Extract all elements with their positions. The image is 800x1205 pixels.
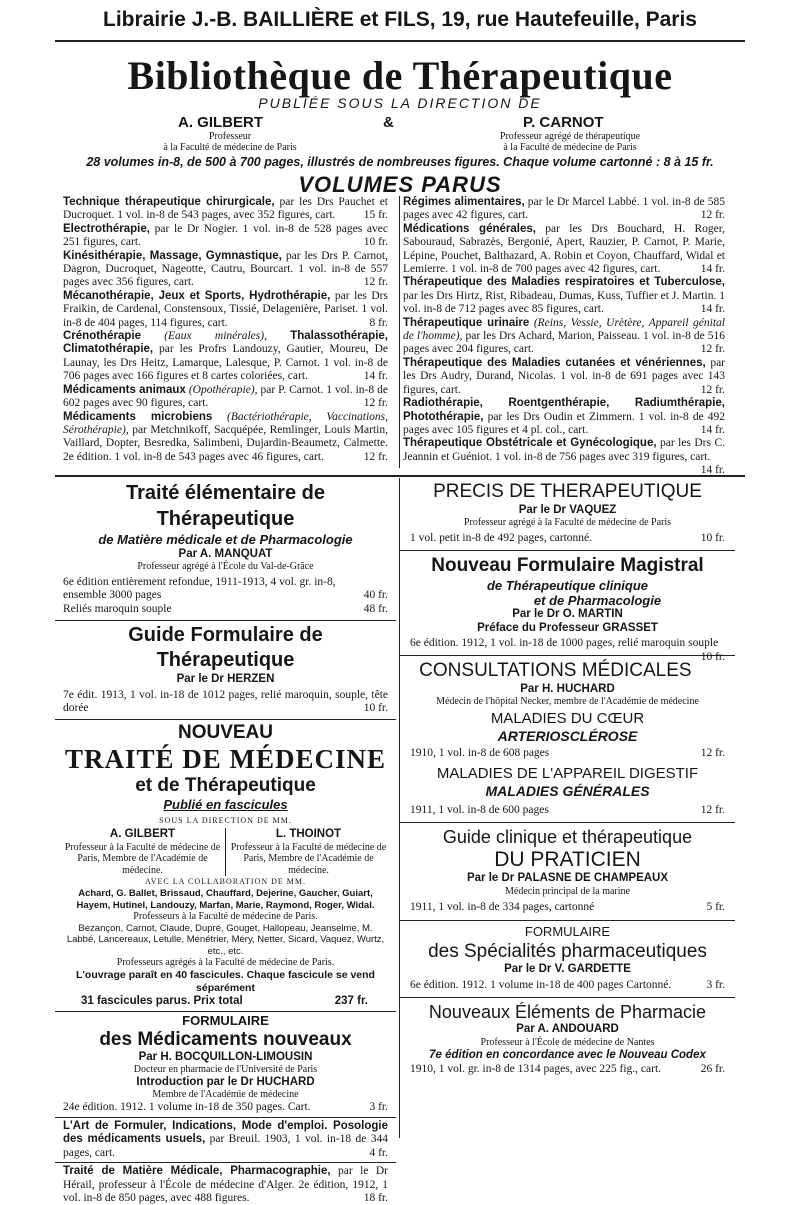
maladies-coeur: MALADIES DU CŒUR [490,710,645,728]
series-notice: 28 volumes in-8, de 500 à 700 pages, illustrés de nombreuses figures. Chaque volume cartonné : 8 à 15 fr. [86,155,714,169]
direction-label: SOUS LA DIRECTION DE MM. [159,816,292,826]
published-by: PUBLIÉE SOUS LA DIRECTION DE [258,95,542,111]
manquat-author: Par A. MANQUAT [178,548,273,560]
andouard-role: Professeur à l'École de médecine de Nantes [480,1036,655,1048]
traite-elementaire-title: Traité élémentaire de Thérapeutique [126,482,325,530]
divider [400,997,735,998]
volumes-right-column [403,196,725,478]
specialites-label: FORMULAIRE [524,923,611,939]
huchard-role: Médecin de l'hôpital Necker, membre de l'Académie de médecine [436,695,699,707]
fascicules-label: Publié en fascicules [163,797,288,813]
elements-desc: 1910, 1 vol. gr. in-8 de 1314 pages, avec 225 fig., cart. 26 fr. [410,1063,725,1076]
volume-entry: Thérapeutique urinaire (Reins, Vessie, Urètère, Appareil génital de l'homme), par les Drs Achard, Marion, Paisseau. 1 vol. in-8 de 516 pages avec 204 figures, cart. 12 fr. [403,316,725,356]
lower-column-divider [399,478,400,1138]
directors-row [63,828,388,876]
huchard-role: Membre de l'Académie de médecine [152,1089,299,1101]
volume-entry: Médicaments animaux (Opothérapie), par P. Carnot. 1 vol. in-8 de 602 pages avec 90 figures, cart. 12 fr. [63,383,388,410]
andouard-author: Par A. ANDOUARD [516,1023,619,1036]
volume-entry: Thérapeutique des Maladies respiratoires et Tuberculose, par les Drs Hirtz, Rist, Ribadeau, Dumas, Kuss, Tuffier et J. Martin. 1 vol. in-8 de 712 pages avec 85 figures, cart. 14 fr. [403,276,725,316]
volume-entry: Régimes alimentaires, par le Dr Marcel Labbé. 1 vol. in-8 de 585 pages avec 42 figures, cart. 12 fr. [403,196,725,222]
volume-entry: Crénothérapie (Eaux minérales), Thalassothérapie, Climatothérapie, par les Profrs Landouzy, Gautier, Moureu, De Launay, les Drs Heitz, Lamarque, Lalesque, P. Carnot. 1 vol. in-8 de 706 pages avec 166 figures et 8 cartes coloriées, cart. 14 fr. [63,330,388,383]
editor-carnot-role: Professeur agrégé de thérapeutique à la Faculté de médecine de Paris [499,131,641,153]
divider [55,719,396,720]
vaquez-role: Professeur agrégé à la Faculté de médecine de Paris [463,517,672,529]
formulaire-title: des Médicaments nouveaux [99,1028,352,1050]
maladies-generales: MALADIES GÉNÉRALES [485,782,650,799]
specialites-title: des Spécialités pharmaceutiques [428,940,707,962]
volume-entry: Thérapeutique des Maladies cutanées et vénériennes, par les Drs Audry, Durand, Nicolas. 1 vol. in-8 de 691 pages avec 143 figures, cart. 12 fr. [403,356,726,396]
huchard-intro: Introduction par le Dr HUCHARD [136,1075,315,1088]
divider [55,620,396,621]
volume-entry: Thérapeutique Obstétricale et Gynécologique, par les Drs C. Jeannin et Guéniot. 1 vol. in-8 de 756 pages avec 319 figures, cart. 14 fr. [403,437,725,477]
left-lower-column [63,480,388,1205]
herzen-author: Par le Dr HERZEN [176,673,275,686]
right-lower-column [410,480,725,1077]
palasne-author: Par le Dr PALASNE DE CHAMPEAUX [466,872,669,885]
publisher-header: Librairie J.-B. BAILLIÈRE et FILS, 19, rue Hautefeuille, Paris [103,8,697,31]
editor-gilbert: A. GILBERT [178,114,263,131]
collab-role-1: Professeurs à la Faculté de médecine de Paris. [133,911,318,923]
collab-role-2: Professeurs agrégés à la Faculté de médecine de Paris. [116,957,335,969]
formulaire-desc: 24e édition. 1912. 1 volume in-18 de 350 pages. Cart. 3 fr. [63,1100,388,1113]
volume-entry: Technique thérapeutique chirurgicale, par les Drs Pauchet et Ducroquet. 1 vol. in-8 de 543 pages, avec 352 figures, cart. 15 fr. [63,196,388,222]
palasne-role: Médecin principal de la marine [505,885,630,897]
traite-elementaire-sub: de Matière médicale et de Pharmacologie [98,532,353,547]
guide-clinique-desc: 1911, 1 vol. in-8 de 334 pages, cartonné 5 fr. [410,901,725,914]
fascicules-note: L'ouvrage paraît en 40 fascicules. Chaque fascicule se vend séparément [76,968,375,994]
consultations-title: CONSULTATIONS MÉDICALES [419,659,692,681]
page-title: Bibliothèque de Thérapeutique [127,53,673,98]
volumes-heading: VOLUMES PARUS [298,172,502,197]
traite-medecine-title: TRAITÉ DE MÉDECINE [64,744,387,775]
volume-entry: Electrothérapie, par le Dr Nogier. 1 vol. in-8 de 528 pages avec 251 figures, cart. 10 fr. [63,222,388,249]
coeur-desc: 1910, 1 vol. in-8 de 608 pages 12 fr. [410,747,725,760]
director-thoinot: L. THOINOT Professeur à la Faculté de médecine de Paris, Membre de l'Académie de médecine. [230,828,387,876]
arteriosclerose: ARTERIOSCLÉROSE [497,728,638,745]
volume-entry: Médicaments microbiens (Bactériothérapie, Vaccinations, Sérothérapie), par Metchnikoff, Sacquépée, Remlinger, Louis Martin, Vaillard, Dopter, Besredka, Salimbeni, Dujardin-Beaumetz, Calmette. 2e édition. 1 vol. in-8 de 543 pages avec 46 figures, cart. 12 fr. [63,410,388,463]
volume-entry: Kinésithérapie, Massage, Gymnastique, par les Drs P. Carnot, Dagron, Ducroquet, Nageotte, Cautru, Bourcart. 1 vol. in-8 de 557 pages avec 356 figures, cart. 12 fr. [63,249,388,289]
section-rule [55,475,745,477]
gardette-author: Par le Dr V. GARDETTE [504,962,631,975]
nouveau-formulaire-title: Nouveau Formulaire Magistral [431,555,704,577]
volume-entry: Mécanothérapie, Jeux et Sports, Hydrothérapie, par les Drs Fraikin, de Cardenal, Constensoux, Tissié, Delagenière, Pariset. 1 vol. in-8 de 404 pages, 114 figures, cart. 8 fr. [63,289,388,329]
digestif-desc: 1911, 1 vol. in-8 de 600 pages 12 fr. [410,803,725,816]
director-gilbert: A. GILBERT Professeur à la Faculté de médecine de Paris, Membre de l'Académie de médecine. [63,828,226,876]
bocquillon-role: Docteur en pharmacie de l'Université de Paris [133,1064,318,1076]
divider [400,822,735,823]
manquat-line2: ensemble 3000 pages 40 fr. [63,589,388,602]
editor-carnot: P. CARNOT [523,114,604,131]
divider [400,920,735,921]
traite-matiere-entry: Traité de Matière Médicale, Pharmacographie, par le Dr Hérail, professeur à l'École de médecine d'Alger. 2e édition, 1912, 1 vol. in-8 de 850 pages, avec 488 figures. 18 fr. [63,1165,388,1204]
manquat-line3: Reliés maroquin souple 48 fr. [63,602,388,615]
divider [55,1011,396,1012]
huchard-author: Par H. HUCHARD [520,682,615,695]
vaquez-author: Par le Dr VAQUEZ [518,504,617,516]
collab-names-2: Bezançon, Carnot, Claude, Dupré, Gouget, Hallopeau, Jeanselme, M. Labbé, Lancereaux, Letulle, Ménétrier, Méry, Netter, Sicard, Vaquez, Wurtz, etc., etc. [66,922,385,957]
guide-clinique-title: Guide clinique et thérapeutique [442,827,693,848]
volume-entry: Radiothérapie, Roentgenthérapie, Radiumthérapie, Photothérapie, par les Drs Oudin et Zimmern. 1 vol. in-8 de 492 pages avec 105 figures et 4 pl. col., cart. 14 fr. [403,397,725,436]
guide-formulaire-title: Guide Formulaire de Thérapeutique [128,624,323,672]
divider [400,550,735,551]
divider [400,655,735,656]
nouveau-formulaire-desc: 6e édition. 1912, 1 vol. in-18 de 1000 pages, relié maroquin souple 10 fr. [410,637,725,663]
martin-author: Par le Dr O. MARTIN [512,608,623,621]
art-formuler-entry: L'Art de Formuler, Indications, Mode d'emploi. Posologie des médicaments usuels, par Breuil. 1903, 1 vol. in-18 de 344 pages, cart. 4 fr. [63,1119,388,1159]
elements-title: Nouveaux Éléments de Pharmacie [428,1002,707,1023]
elements-edition: 7e édition en concordance avec le Nouveau Codex [429,1049,706,1062]
herzen-desc: 7e édit. 1913, 1 vol. in-18 de 1012 pages, relié maroquin, souple, tête dorée 10 fr. [63,688,388,714]
nouveau-formulaire-sub2: et de Pharmacologie [533,593,662,609]
editor-gilbert-role: Professeur à la Faculté de médecine de Paris [163,131,297,153]
ampersand: & [383,114,394,131]
header-rule [55,40,745,42]
column-divider [399,196,400,468]
traite-medecine-sub: et de Thérapeutique [135,775,316,797]
grasset-preface: Préface du Professeur GRASSET [477,621,658,634]
volumes-left-column [63,196,388,464]
manquat-edition: 6e édition entièrement refondue, 1911-1913, 4 vol. gr. in-8, [63,575,336,588]
bocquillon-author: Par H. BOCQUILLON-LIMOUSIN [138,1050,313,1063]
collab-label: AVEC LA COLLABORATION DE MM. [145,877,306,887]
divider [55,1162,396,1163]
divider [55,1117,396,1118]
fascicules-price: 31 fascicules parus. Prix total 237 fr. [81,994,368,1007]
du-praticien: DU PRATICIEN [494,848,641,872]
specialites-desc: 6e édition. 1912. 1 volume in-18 de 400 pages Cartonné. 3 fr. [410,978,725,991]
nouveau-formulaire-sub1: de Thérapeutique clinique [486,578,649,594]
volume-entry: Médications générales, par les Drs Bouchard, H. Roger, Sabouraud, Sabrazès, Bergonié, Apert, Rauzier, P. Carnot, P. Marie, Lépine, Pouchet, Balthazard, A. Robin et Coyon, Chauffard, Widal et Lemierre. 1 vol. in-8 de 700 pages avec 42 figures, cart. 14 fr. [403,222,725,276]
nouveau-label: NOUVEAU [177,722,273,744]
manquat-role: Professeur agrégé à l'École du Val-de-Grâce [137,561,314,573]
precis-title: PRECIS DE THERAPEUTIQUE [433,481,702,502]
collab-names-1: Achard, G. Ballet, Brissaud, Chauffard, Dejerine, Gaucher, Guiart, Hayem, Hutinel, Landouzy, Marfan, Marie, Raymond, Roger, Widal. [76,888,375,911]
maladies-digestif: MALADIES DE L'APPAREIL DIGESTIF [436,764,699,782]
precis-desc: 1 vol. petit in-8 de 492 pages, cartonné. 10 fr. [410,531,725,544]
formulaire-label: FORMULAIRE [182,1012,269,1028]
